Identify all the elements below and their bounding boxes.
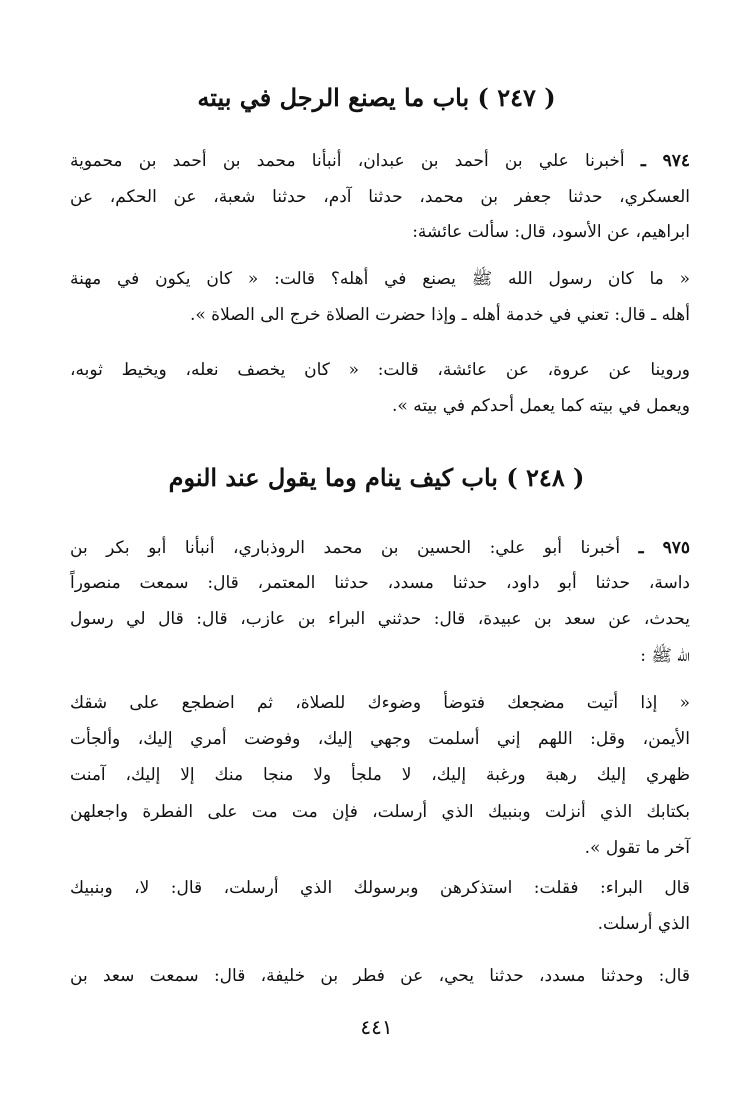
hadith-975-matn-1: « إذا أتيت مضجعك فتوضأ وضوءك للصلاة، ثم اضطجع على شقك [70,693,690,713]
chapter-248-heading: ( ٢٤٨ ) باب كيف ينام وما يقول عند النوم [168,463,585,492]
hadith-974-number: ٩٧٤ ـ [640,151,691,171]
urwa-narration-1: وروينا عن عروة، عن عائشة، قالت: « كان يخصف نعله، ويخيط ثوبه، [70,360,690,380]
hadith-974-text-1: أخبرنا علي بن أحمد بن عبدان، أنبأنا محمد بن أحمد بن محموية [70,151,625,171]
hadith-975-matn-4: بكتابك الذي أنزلت وبنبيك الذي أرسلت، فإن مت مت على الفطرة واجعلهن [70,802,690,822]
hadith-974-line-1 [70,146,690,176]
bara-statement-2: الذي أرسلت. [597,914,690,934]
bara-statement-1: قال البراء: فقلت: استذكرهن وبرسولك الذي أرسلت، قال: لا، وبنبيك [70,878,690,898]
chapter-247-heading: ( ٢٤٧ ) باب ما يصنع الرجل في بيته [197,83,556,112]
hadith-974-matn-1: « ما كان رسول الله ﷺ يصنع في أهله؟ قالت: « كان يكون في مهنة [70,269,690,289]
hadith-975-line-1 [70,533,690,563]
hadith-975-number: ٩٧٥ ـ [638,538,690,558]
hadith-975-line-3: يحدث، عن سعد بن عبيدة، قال: حدثني البراء بن عازب، قال: قال لي رسول [70,609,690,629]
hadith-974-line-3: ابراهيم، عن الأسود، قال: سألت عائشة: [412,222,690,242]
hadith-975-matn-3: ظهري إليك رهبة ورغبة إليك، لا ملجأ ولا منجا منك إلا إليك، آمنت [70,765,690,785]
hadith-975-matn-2: الأيمن، وقل: اللهم إني أسلمت وجهي إليك، وفوضت أمري إليك، وألجأت [70,729,690,749]
hadith-975-matn-5: آخر ما تقول ». [584,838,690,858]
hadith-975-line-4: الله ﷺ : [640,646,690,666]
hadith-975-text-1: أخبرنا أبو علي: الحسين بن محمد الروذباري، أنبأنا أبو بكر بن [70,538,621,558]
page-number: ٤٤١ [360,1015,393,1039]
hadith-974-matn-2: أهله ـ قال: تعني في خدمة أهله ـ وإذا حضرت الصلاة خرج الى الصلاة ». [189,305,690,325]
hadith-974-line-2: العسكري، حدثنا جعفر بن محمد، حدثنا آدم، حدثنا شعبة، عن الحكم، عن [70,187,690,207]
urwa-narration-2: ويعمل في بيته كما يعمل أحدكم في بيته ». [392,396,690,416]
continuation-line: قال: وحدثنا مسدد، حدثنا يحي، عن فطر بن خليفة، قال: سمعت سعد بن [70,966,690,986]
hadith-975-line-2: داسة، حدثنا أبو داود، حدثنا مسدد، حدثنا المعتمر، قال: سمعت منصوراً [70,573,690,593]
